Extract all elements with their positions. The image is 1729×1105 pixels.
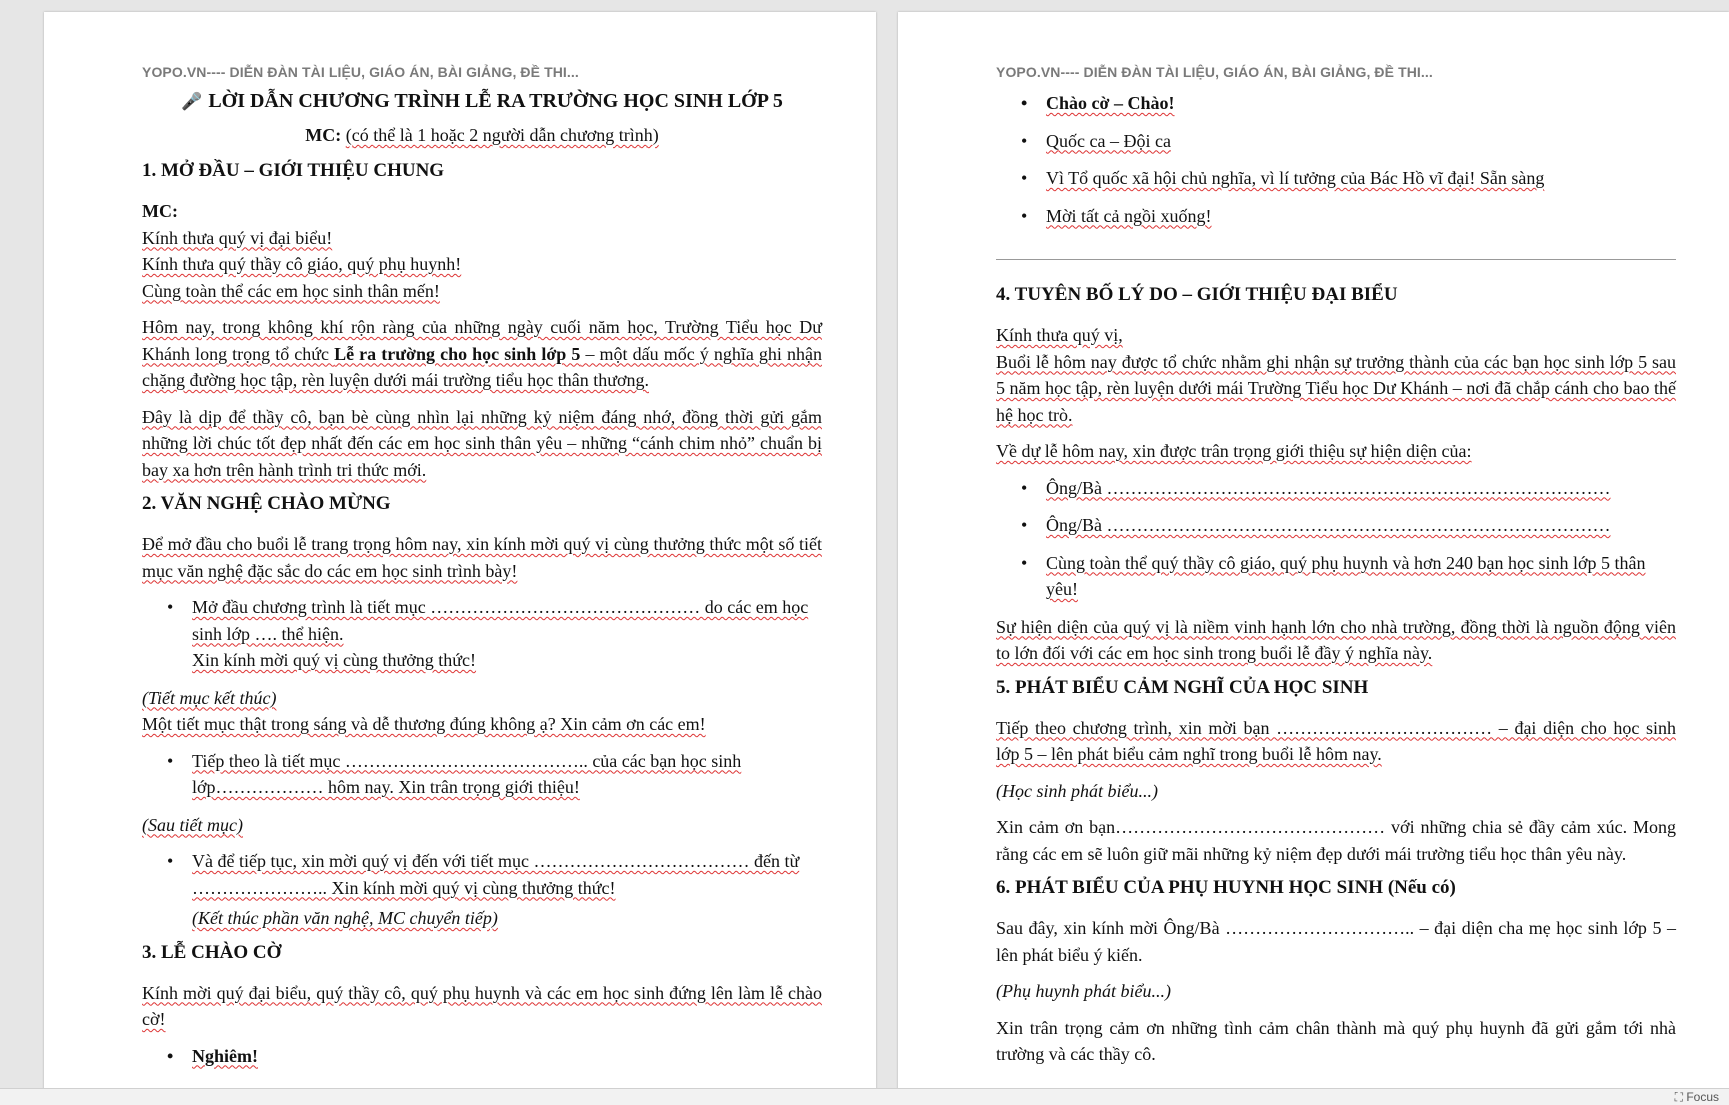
list-item: • Cùng toàn thể quý thầy cô giáo, quý phụ huynh và hơn 240 bạn học sinh lớp 5 thân yêu!: [1046, 550, 1676, 603]
microphone-icon: 🎤: [181, 92, 203, 111]
document-title: 🎤 LỜI DẪN CHƯƠNG TRÌNH LỄ RA TRƯỜNG HỌC SINH LỚP 5: [181, 90, 783, 112]
document-page-left: [44, 12, 876, 1104]
paragraph: Kính mời quý đại biểu, quý thầy cô, quý phụ huynh và các em học sinh đứng lên làm lễ chào cờ!: [142, 982, 822, 1029]
greeting-line: Kính thưa quý vị,: [996, 325, 1123, 345]
stage-direction: (Kết thúc phần văn nghệ, MC chuyển tiếp): [192, 908, 498, 928]
list-item: • Và để tiếp tục, xin mời quý vị đến với tiết mục ……………………………… đến từ ………………….. Xin kính mời quý vị cùng thưởng thức!: [192, 848, 822, 901]
mc-label: MC:: [142, 201, 178, 221]
page-header: YOPO.VN---- DIỄN ĐÀN TÀI LIỆU, GIÁO ÁN, BÀI GIẢNG, ĐỀ THI...: [142, 64, 579, 80]
focus-icon: ⛶: [1674, 1090, 1683, 1104]
list-item: • Tiếp theo là tiết mục ………………………………….. của các bạn học sinh lớp……………… hôm nay. Xin trân trọng giới thiệu!: [192, 748, 822, 801]
list-item: • Quốc ca – Đội ca: [1046, 128, 1676, 155]
page-header: YOPO.VN---- DIỄN ĐÀN TÀI LIỆU, GIÁO ÁN, BÀI GIẢNG, ĐỀ THI...: [996, 64, 1433, 80]
paragraph: Hôm nay, trong không khí rộn ràng của những ngày cuối năm học, Trường Tiểu học Dư Khánh long trọng tổ chức Lễ ra trường cho học sinh lớp 5 – một dấu mốc ý nghĩa ghi nhận chặng đường học tập, rèn luyện dưới mái trường tiểu học thân thương.: [142, 317, 822, 390]
list-item: • Mở đầu chương trình là tiết mục ……………………………………… do các em học sinh lớp …. thể hiện. Xin kính mời quý vị cùng thưởng thức!: [192, 594, 822, 674]
list-item: • Vì Tổ quốc xã hội chủ nghĩa, vì lí tưởng của Bác Hồ vĩ đại! Sẵn sàng: [1046, 165, 1676, 192]
list-item: • Nghiêm!: [192, 1043, 822, 1070]
bullet-list: [142, 748, 822, 801]
paragraph: Buổi lễ hôm nay được tổ chức nhằm ghi nhận sự trưởng thành của các bạn học sinh lớp 5 sau 5 năm học tập, rèn luyện dưới mái Trường Tiểu học Dư Khánh – nơi đã chắp cánh cho bao thế hệ học trò.: [996, 351, 1676, 425]
document-subtitle: MC: (có thể là 1 hoặc 2 người dẫn chương trình): [305, 125, 659, 145]
bullet-list: [142, 594, 822, 674]
paragraph: Một tiết mục thật trong sáng và dễ thương đúng không ạ? Xin cảm ơn các em!: [142, 714, 706, 734]
greeting-line: Kính thưa quý thầy cô giáo, quý phụ huynh!: [142, 254, 462, 274]
section-heading-5: 5. PHÁT BIỂU CẢM NGHĨ CỦA HỌC SINH: [996, 676, 1369, 698]
section-heading-3: 3. LỄ CHÀO CỜ: [142, 941, 282, 963]
greeting-line: Cùng toàn thể các em học sinh thân mến!: [142, 280, 440, 301]
paragraph: Xin cảm ơn bạn……………………………………… với những chia sẻ đầy cảm xúc. Mong rằng các em sẽ luôn giữ mãi những kỷ niệm đẹp dưới mái trường tiểu học thân yêu này.: [996, 817, 1676, 864]
paragraph: Về dự lễ hôm nay, xin được trân trọng giới thiệu sự hiện diện của:: [996, 441, 1472, 461]
status-bar: [0, 1088, 1729, 1105]
section-heading-2: 2. VĂN NGHỆ CHÀO MỪNG: [142, 493, 391, 514]
paragraph: Đây là dịp để thầy cô, bạn bè cùng nhìn lại những kỷ niệm đáng nhớ, đồng thời gửi gắm những lời chúc tốt đẹp nhất đến các em học sinh thân yêu – những “cánh chim nhỏ” chuẩn bị bay xa hơn trên hành trình tri thức mới.: [142, 406, 822, 480]
paragraph: Sự hiện diện của quý vị là niềm vinh hạnh lớn cho nhà trường, đồng thời là nguồn động viên to lớn đối với các em học sinh trong buổi lễ đầy ý nghĩa này.: [996, 616, 1676, 663]
stage-direction: (Sau tiết mục): [142, 814, 243, 835]
bullet-list: [142, 1043, 822, 1070]
list-item: • Mời tất cả ngồi xuống!: [1046, 203, 1676, 230]
section-heading-6: 6. PHÁT BIỂU CỦA PHỤ HUYNH HỌC SINH (Nếu có): [996, 877, 1456, 898]
section-heading-1: 1. MỞ ĐẦU – GIỚI THIỆU CHUNG: [142, 160, 445, 181]
bullet-list: [996, 475, 1676, 603]
focus-mode-button[interactable]: ⛶ Focus: [1674, 1090, 1719, 1104]
list-item: • Ông/Bà …………………………………………………………………………: [1046, 475, 1676, 502]
stage-direction: (Phụ huynh phát biểu...): [996, 981, 1171, 1001]
list-item: • Ông/Bà …………………………………………………………………………: [1046, 512, 1676, 539]
greeting-line: Kính thưa quý vị đại biểu!: [142, 227, 333, 248]
stage-direction: (Học sinh phát biểu...): [996, 780, 1158, 801]
list-item: • Chào cờ – Chào!: [1046, 90, 1676, 117]
bullet-list: [142, 848, 822, 901]
paragraph: Tiếp theo chương trình, xin mời bạn ……………………………… – đại diện cho học sinh lớp 5 – lên phát biểu cảm nghĩ trong buổi lễ hôm nay.: [996, 717, 1676, 764]
paragraph: Sau đây, xin kính mời Ông/Bà ………………………….. – đại diện cha mẹ học sinh lớp 5 – lên phát biểu ý kiến.: [996, 918, 1676, 965]
stage-direction: (Tiết mục kết thúc): [142, 687, 277, 708]
document-page-right: [898, 12, 1729, 1104]
paragraph: Để mở đầu cho buổi lễ trang trọng hôm nay, xin kính mời quý vị cùng thưởng thức một số tiết mục văn nghệ đặc sắc do các em học sinh trình bày!: [142, 534, 822, 581]
paragraph: Xin trân trọng cảm ơn những tình cảm chân thành mà quý phụ huynh đã gửi gắm tới nhà trường và các thầy cô.: [996, 1017, 1676, 1064]
horizontal-rule: [996, 259, 1676, 260]
section-heading-4: 4. TUYÊN BỐ LÝ DO – GIỚI THIỆU ĐẠI BIỂU: [996, 284, 1398, 305]
bullet-list: [996, 90, 1676, 229]
